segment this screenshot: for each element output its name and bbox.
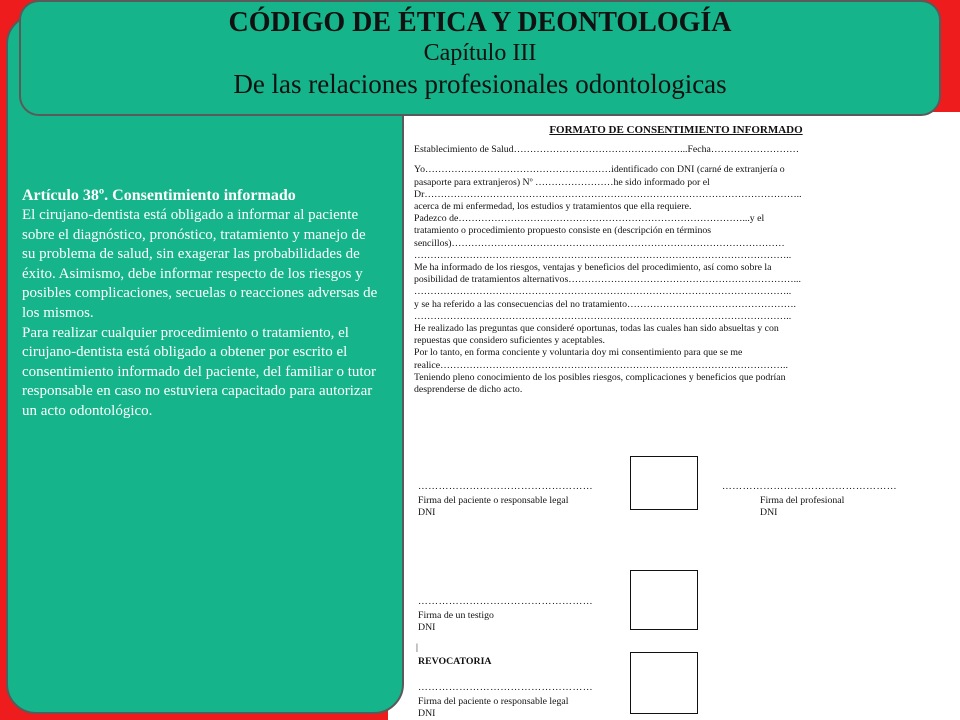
article-text — [22, 186, 378, 422]
form-line: posibilidad de tratamientos alternativos……………………………………………………………... — [414, 274, 801, 286]
form-line: Padezco de……………………………………………………………………………...y el — [414, 213, 765, 225]
form-line: Por lo tanto, en forma conciente y voluntaria doy mi consentimiento para que se me — [414, 347, 743, 359]
revocation-heading: REVOCATORIA — [418, 656, 492, 667]
chapter-subtitle: De las relaciones profesionales odontologicas — [233, 69, 727, 99]
page-title: CÓDIGO DE ÉTICA Y DEONTOLOGÍA — [228, 7, 732, 38]
form-line: realice…………………………………………………………………………………………….. — [414, 359, 788, 371]
chapter-label: Capítulo III — [423, 40, 537, 66]
article-paragraph-1: El cirujano-dentista está obligado a informar al paciente sobre el diagnóstico, pronóstico, tratamiento y manejo de su problema de salud, sin exagerar las probabilidades de éxito. Asimismo, debe informar respecto de los riesgos y posibles complicaciones, secuelas o reacciones adversas de los mismos. — [22, 207, 378, 321]
article-title: Artículo 38º. Consentimiento informado — [22, 187, 296, 204]
form-line: Establecimiento de Salud……………………………………………...Fecha……………………… — [414, 144, 800, 156]
form-line: Me ha informado de los riesgos, ventajas y beneficios del procedimiento, así como sobre la — [414, 262, 772, 274]
form-line: y se ha referido a las consecuencias del no tratamiento……………………………………………. — [414, 298, 796, 310]
revocation-signature-label: Firma del paciente o responsable legal — [418, 696, 569, 707]
witness-dni-label: DNI — [418, 622, 436, 633]
patient-dni-label: DNI — [418, 507, 436, 518]
professional-dni-label: DNI — [760, 507, 778, 518]
form-line: Yo…………………………………………………identificado con DNI (carné de extranjería o — [414, 164, 785, 176]
signature-line-revocation: …………………………………………… — [418, 682, 594, 693]
consent-form — [414, 124, 938, 396]
signature-line-witness: …………………………………………… — [418, 596, 594, 607]
form-title: FORMATO DE CONSENTIMIENTO INFORMADO — [549, 124, 803, 136]
revocation-dni-label: DNI — [418, 708, 436, 719]
form-line: …………………………………………………………………………………………………….. — [414, 249, 792, 261]
form-line: Dr…………………………………………………………………………………………………….. — [414, 188, 802, 200]
form-line: acerca de mi enfermedad, los estudios y tratamientos que ella requiere. — [414, 201, 692, 213]
witness-signature-label: Firma de un testigo — [418, 610, 494, 621]
pipe-mark: | — [416, 642, 418, 653]
professional-signature-label: Firma del profesional — [760, 495, 845, 506]
fingerprint-box-witness — [630, 570, 698, 630]
form-line: Teniendo pleno conocimiento de los posibles riesgos, complicaciones y beneficios que podrían — [414, 371, 786, 383]
form-line: …………………………………………………………………………………………………….. — [414, 310, 792, 322]
fingerprint-box-patient — [630, 456, 698, 510]
form-line: tratamiento o procedimiento propuesto consiste en (descripción en términos — [414, 225, 712, 237]
form-line: He realizado las preguntas que consideré oportunas, todas las cuales han sido absueltas y con — [414, 323, 779, 335]
form-line: repuestas que considero suficientes y aceptables. — [414, 335, 605, 347]
article-paragraph-2: Para realizar cualquier procedimiento o tratamiento, el cirujano-dentista está obligado a obtener por escrito el consentimiento informado del paciente, del familiar o tutor responsable en caso no estuviera capacitado para autorizar un acto odontológico. — [22, 324, 377, 419]
signature-line-professional: …………………………………………… — [722, 481, 898, 492]
fingerprint-box-revocation — [630, 652, 698, 714]
form-line: sencillos)………………………………………………………………………………………… — [414, 237, 785, 249]
form-line: pasaporte para extranjeros) Nº ……………………he sido informado por el — [414, 176, 710, 188]
header-banner — [19, 0, 941, 116]
form-line: …………………………………………………………………………………………………….. — [414, 286, 792, 298]
form-line: desprenderse de dicho acto. — [414, 384, 523, 396]
patient-signature-label: Firma del paciente o responsable legal — [418, 495, 569, 506]
signature-line-patient: …………………………………………… — [418, 481, 594, 492]
